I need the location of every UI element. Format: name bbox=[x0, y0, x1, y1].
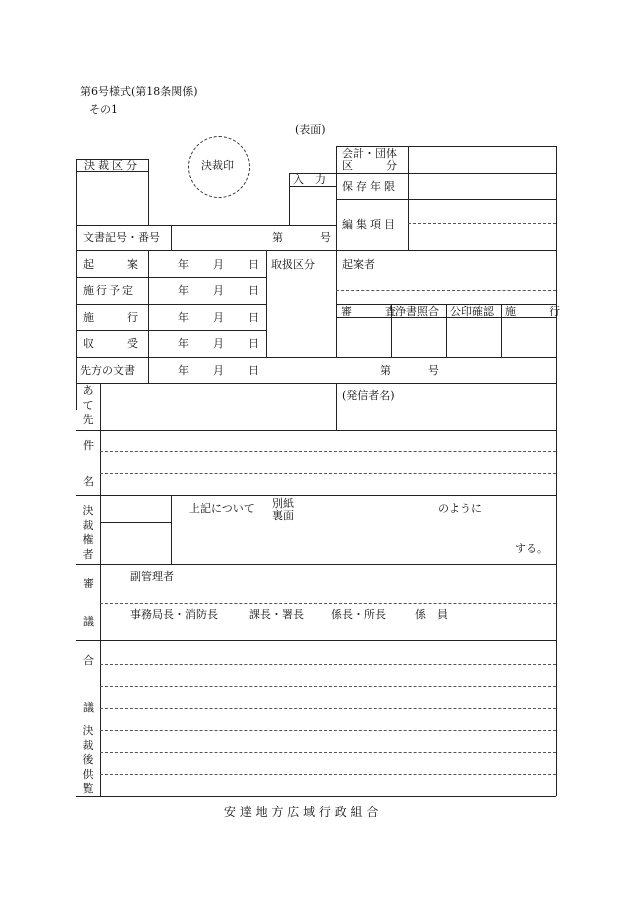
deliberation-label-bottom: 議 bbox=[83, 615, 94, 628]
date-year: 年 bbox=[178, 258, 189, 271]
sender-label: (発信者名) bbox=[342, 389, 395, 402]
role-label: 事務局長・消防長 bbox=[130, 608, 218, 621]
role-label: 係 員 bbox=[415, 608, 448, 621]
role-label: 係長・所長 bbox=[331, 608, 386, 621]
handling-label: 取扱区分 bbox=[271, 258, 315, 271]
enforce-label: 施 行 bbox=[505, 305, 560, 318]
date-day: 日 bbox=[248, 284, 259, 297]
sub-number: その1 bbox=[89, 103, 118, 116]
enforced-label: 施 行 bbox=[83, 311, 138, 324]
drafter-label: 起案者 bbox=[342, 258, 375, 271]
other-doc-label: 先方の文書 bbox=[80, 364, 135, 377]
role-label: 課長・署長 bbox=[249, 608, 304, 621]
circulation-label: 決裁後供覧 bbox=[82, 724, 94, 795]
other-doc-go: 号 bbox=[428, 364, 439, 377]
addressee-label: あて先 bbox=[82, 384, 94, 426]
date-month: 月 bbox=[213, 311, 224, 324]
date-month: 月 bbox=[213, 258, 224, 271]
seal-check-label: 公印確認 bbox=[450, 305, 494, 318]
date-year: 年 bbox=[178, 311, 189, 324]
subject-label-bottom: 名 bbox=[83, 475, 94, 488]
doc-dai: 第 bbox=[272, 231, 283, 244]
doc-go: 号 bbox=[320, 231, 331, 244]
date-year: 年 bbox=[178, 284, 189, 297]
input-label: 入 力 bbox=[293, 173, 326, 186]
other-doc-dai: 第 bbox=[380, 364, 391, 377]
date-day: 日 bbox=[248, 337, 259, 350]
deliberation-label-top: 審 bbox=[83, 577, 94, 590]
date-day: 日 bbox=[248, 311, 259, 324]
review-label: 審 査 bbox=[341, 305, 396, 318]
date-year: 年 bbox=[178, 337, 189, 350]
date-year: 年 bbox=[178, 364, 189, 377]
draft-label: 起 案 bbox=[83, 258, 138, 271]
received-label: 収 受 bbox=[83, 337, 138, 350]
form-number: 第6号様式(第18条関係) bbox=[80, 85, 198, 98]
stamp-label: 決裁印 bbox=[201, 159, 234, 172]
consultation-label-bottom: 議 bbox=[83, 701, 94, 714]
date-month: 月 bbox=[213, 284, 224, 297]
decision-class-label: 決裁区分 bbox=[84, 159, 140, 172]
clean-copy-label: 浄書照合 bbox=[395, 305, 439, 318]
authority-label: 決裁権者 bbox=[82, 504, 94, 561]
subject-label-top: 件 bbox=[83, 439, 94, 452]
edit-item-label: 編集項目 bbox=[342, 218, 398, 231]
retention-label: 保存年限 bbox=[342, 180, 398, 193]
planned-label: 施行予定 bbox=[83, 284, 135, 297]
organization-name: 安 達 地 方 広 域 行 政 組 合 bbox=[224, 805, 379, 819]
consultation-label-top: 合 bbox=[83, 654, 94, 667]
authority-option-1: 別紙 bbox=[272, 497, 294, 510]
authority-text-prefix: 上記について bbox=[189, 502, 255, 515]
vice-manager-label: 副管理者 bbox=[130, 570, 174, 583]
authority-option-2: 裏面 bbox=[272, 509, 294, 522]
accounting-label-2: 区 分 bbox=[342, 159, 397, 172]
date-month: 月 bbox=[213, 337, 224, 350]
side-label: (表面) bbox=[295, 123, 326, 136]
accounting-label-1: 会計・団体 bbox=[342, 147, 397, 160]
authority-text-end: する。 bbox=[515, 542, 548, 555]
date-month: 月 bbox=[213, 364, 224, 377]
date-day: 日 bbox=[248, 258, 259, 271]
doc-number-label: 文書記号・番号 bbox=[83, 231, 160, 244]
authority-text-suffix: のように bbox=[438, 502, 482, 515]
date-day: 日 bbox=[248, 364, 259, 377]
